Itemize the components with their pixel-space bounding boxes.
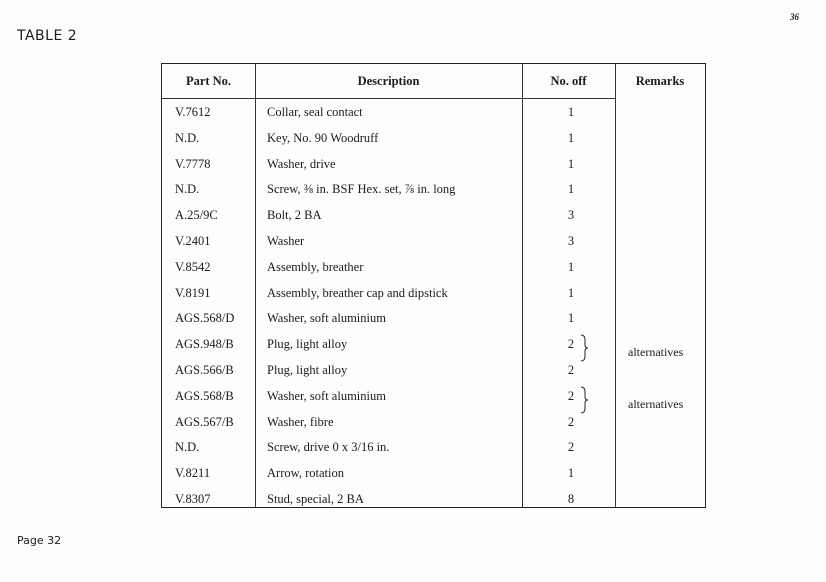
row-part-number: AGS.566/B	[175, 363, 234, 377]
remark-alternatives: alternatives	[628, 397, 684, 411]
parts-table	[161, 63, 706, 508]
row-part-number: N.D.	[175, 182, 200, 196]
row-part-number: AGS.568/D	[175, 311, 235, 325]
header-no-off: No. off	[550, 74, 587, 88]
row-quantity: 1	[567, 182, 575, 196]
row-quantity: 1	[567, 157, 575, 171]
row-description: Plug, light alloy	[267, 337, 348, 351]
row-part-number: V.7612	[175, 105, 211, 119]
row-quantity: 2	[567, 337, 575, 351]
row-description: Washer, drive	[267, 157, 336, 171]
row-quantity: 1	[567, 311, 575, 325]
brace-icon	[580, 386, 588, 414]
row-description: Screw, drive 0 x 3/16 in.	[267, 440, 390, 454]
header-rule	[162, 98, 615, 99]
remark-alternatives: alternatives	[628, 345, 684, 359]
row-description: Bolt, 2 BA	[267, 208, 322, 222]
row-quantity: 1	[567, 466, 575, 480]
row-part-number: V.8191	[175, 286, 211, 300]
corner-mark: 36	[790, 12, 799, 22]
header-remarks: Remarks	[635, 74, 685, 88]
row-description: Washer	[267, 234, 305, 248]
row-description: Plug, light alloy	[267, 363, 348, 377]
row-quantity: 3	[567, 208, 575, 222]
row-description: Screw, ⅜ in. BSF Hex. set, ⅞ in. long	[267, 182, 456, 196]
row-description: Assembly, breather	[267, 260, 364, 274]
row-quantity: 8	[567, 492, 575, 506]
page-number: Page 32	[17, 534, 62, 547]
row-quantity: 3	[567, 234, 575, 248]
table-title: TABLE 2	[17, 28, 78, 44]
row-quantity: 2	[567, 389, 575, 403]
row-quantity: 1	[567, 105, 575, 119]
header-description: Description	[357, 74, 420, 88]
row-description: Collar, seal contact	[267, 105, 363, 119]
row-description: Washer, soft aluminium	[267, 389, 386, 403]
row-description: Assembly, breather cap and dipstick	[267, 286, 448, 300]
row-part-number: AGS.568/B	[175, 389, 234, 403]
column-divider	[255, 64, 256, 507]
row-quantity: 2	[567, 415, 575, 429]
row-quantity: 1	[567, 286, 575, 300]
row-description: Washer, fibre	[267, 415, 334, 429]
row-description: Washer, soft aluminium	[267, 311, 386, 325]
row-quantity: 2	[567, 440, 575, 454]
row-part-number: N.D.	[175, 131, 200, 145]
row-part-number: V.2401	[175, 234, 211, 248]
row-quantity: 1	[567, 260, 575, 274]
row-part-number: V.8542	[175, 260, 211, 274]
row-quantity: 1	[567, 131, 575, 145]
row-part-number: AGS.567/B	[175, 415, 234, 429]
row-part-number: V.7778	[175, 157, 211, 171]
row-quantity: 2	[567, 363, 575, 377]
row-part-number: V.8211	[175, 466, 211, 480]
brace-icon	[580, 334, 588, 362]
row-part-number: AGS.948/B	[175, 337, 234, 351]
row-description: Arrow, rotation	[267, 466, 344, 480]
row-description: Stud, special, 2 BA	[267, 492, 364, 506]
row-part-number: N.D.	[175, 440, 200, 454]
row-part-number: V.8307	[175, 492, 211, 506]
header-part-no: Part No.	[185, 74, 232, 88]
row-description: Key, No. 90 Woodruff	[267, 131, 379, 145]
row-part-number: A.25/9C	[175, 208, 218, 222]
